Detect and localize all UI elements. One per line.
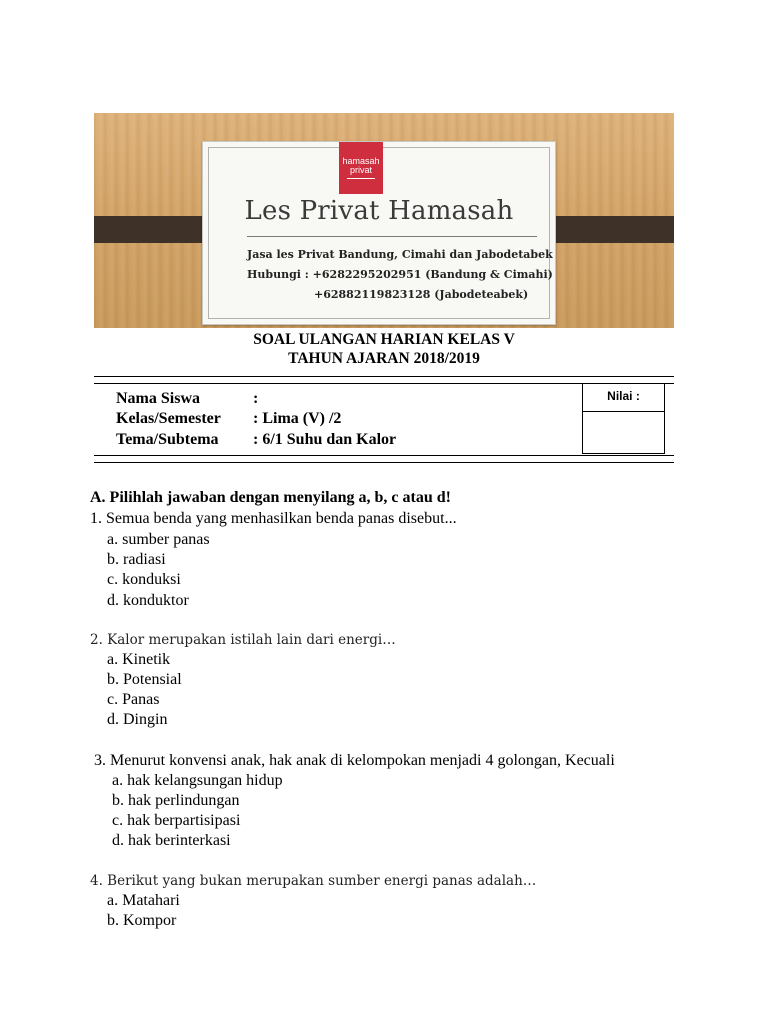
exam-title: SOAL ULANGAN HARIAN KELAS V [253, 331, 515, 348]
class-label: Kelas/Semester [116, 410, 221, 427]
q1-option-a: a. sumber panas [107, 531, 210, 548]
header-banner [94, 113, 674, 328]
q3-option-d: d. hak berinterkasi [112, 832, 231, 849]
banner-card [202, 141, 556, 325]
q1-option-d: d. konduktor [107, 592, 189, 609]
q4-option-a: a. Matahari [107, 892, 180, 909]
question-2: 2. Kalor merupakan istilah lain dari energi… [90, 632, 396, 648]
banner-band-right [556, 216, 674, 243]
theme-value: : 6/1 Suhu dan Kalor [253, 431, 397, 448]
brand-name: Les Privat Hamasah [244, 196, 514, 226]
class-value: : Lima (V) /2 [253, 410, 342, 427]
banner-contact-bandung: Hubungi : +6282295202951 (Bandung & Cimahi) [247, 268, 553, 281]
question-3: 3. Menurut konvensi anak, hak anak di kelompokan menjadi 4 golongan, Kecuali [94, 752, 615, 769]
q1-option-b: b. radiasi [107, 551, 166, 568]
section-a-instruction: A. Pilihlah jawaban dengan menyilang a, b, c atau d! [90, 489, 451, 506]
q2-option-a: a. Kinetik [107, 651, 171, 668]
q2-option-c: c. Panas [107, 691, 160, 708]
q3-option-a: a. hak kelangsungan hidup [112, 772, 283, 789]
question-1: 1. Semua benda yang menhasilkan benda panas disebut... [90, 510, 457, 527]
q2-option-b: b. Potensial [107, 671, 182, 688]
q1-option-c: c. konduksi [107, 571, 181, 588]
banner-services: Jasa les Privat Bandung, Cimahi dan Jabodetabek [247, 248, 553, 261]
q2-option-d: d. Dingin [107, 711, 168, 728]
brand-divider [247, 236, 537, 237]
score-box [582, 383, 665, 454]
name-label: Nama Siswa [116, 390, 201, 407]
score-label: Nilai : [583, 384, 664, 412]
banner-band-left [94, 216, 206, 243]
question-4: 4. Berikut yang bukan merupakan sumber energi panas adalah… [90, 873, 537, 889]
q4-option-b: b. Kompor [107, 912, 177, 929]
theme-label: Tema/Subtema [116, 431, 219, 448]
q3-option-c: c. hak berpartisipasi [112, 812, 241, 829]
name-value: : [253, 390, 259, 407]
school-year: TAHUN AJARAN 2018/2019 [288, 350, 480, 367]
banner-contact-jabodetabek: +62882119823128 (Jabodeteabek) [314, 288, 529, 301]
separator-bottom [94, 455, 674, 463]
hamasah-logo: hamasah privat [339, 142, 383, 194]
q3-option-b: b. hak perlindungan [112, 792, 240, 809]
